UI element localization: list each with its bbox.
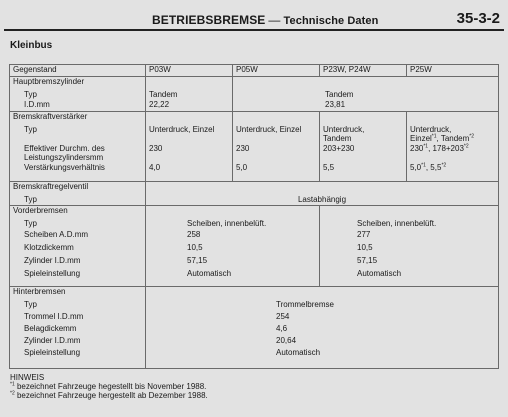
hb-typ-label: Typ [24, 300, 37, 310]
bkv-d-c4b: , 178+203 [428, 143, 464, 153]
page-title [152, 13, 378, 27]
bkv-typ-c1: Unterdruck, Einzel [149, 124, 215, 134]
hb-zy-val: 20,64 [276, 336, 297, 346]
note-mark: *1 [421, 161, 426, 168]
bkv-typ-c3-1: Unterdruck, [323, 124, 365, 134]
brv-value-cell [146, 181, 499, 205]
hb-bd-unit: mm [63, 324, 77, 334]
bkv-title: Bremskraftverstärker [13, 111, 88, 121]
hb-tr-label: Trommel I.D. [24, 312, 70, 322]
vb-typ-b: Scheiben, innenbelüft. [357, 218, 437, 228]
hb-zy-unit: mm [67, 336, 81, 346]
hb-typ-val: Trommelbremse [276, 300, 334, 310]
hb-bd-val: 4,6 [276, 324, 288, 334]
hbz-id-b: 23,81 [325, 99, 346, 109]
hinweis-note [10, 373, 208, 400]
hbz-other-cell [233, 76, 499, 111]
bkv-v-c2: 5,0 [236, 162, 248, 172]
table-row [10, 205, 499, 287]
bkv-v-c4b: , 5,5 [425, 162, 442, 172]
vb-label-cell [10, 205, 146, 287]
brv-typ-label: Typ [24, 194, 37, 204]
vb-zy-unit: mm [67, 255, 81, 265]
table-row [10, 181, 499, 205]
hb-tr-val: 254 [276, 312, 290, 322]
hb-label-cell [10, 287, 146, 369]
bkv-durch-unit: mm [89, 152, 104, 162]
hbz-id-a: 22,22 [149, 99, 170, 109]
header-cell-p05w: P05W [233, 65, 320, 77]
bkv-p25w-cell [407, 111, 499, 181]
bkv-typ-c3-2: Tandem [323, 133, 352, 143]
vb-zy-label: Zylinder I.D. [24, 255, 68, 265]
vb-kl-label: Klotzdicke [24, 242, 61, 252]
note-mark: *1 [10, 381, 15, 388]
hb-sp-val: Automatisch [276, 348, 321, 358]
table-row [10, 287, 499, 369]
bkv-p23w-cell [320, 111, 407, 181]
note-mark: *2 [10, 390, 15, 397]
vb-sp-a: Automatisch [187, 268, 232, 278]
bkv-p03w-cell [146, 111, 233, 181]
hbz-title: Hauptbremszylinder [13, 76, 85, 86]
vb-typ-label: Typ [24, 218, 37, 228]
bkv-d-c4a: 230 [410, 143, 424, 153]
bkv-label-cell [10, 111, 146, 181]
bkv-durch-label-2: Leistungszylinders [24, 152, 90, 162]
vb-typ-a: Scheiben, innenbelüft. [187, 218, 267, 228]
vb-ad-unit: mm [74, 229, 89, 239]
hbz-p03w-cell [146, 76, 233, 111]
bkv-d-c3: 203+230 [323, 143, 355, 153]
bkv-durch-label-1: Effektiver Durchm. des [24, 143, 105, 153]
hb-value-cell [146, 287, 499, 369]
vb-kl-b: 10,5 [357, 242, 373, 252]
note-mark: *2 [463, 142, 469, 149]
brv-label-cell [10, 181, 146, 205]
hbz-typ-label: Typ [24, 89, 37, 99]
table-row [10, 111, 499, 181]
vb-kl-a: 10,5 [187, 242, 203, 252]
header-cell-p03w: P03W [146, 65, 233, 77]
brv-typ-val: Lastabhängig [297, 194, 347, 204]
vb-ad-a: 258 [187, 229, 201, 239]
bkv-typ-c4-2b: , Tandem [436, 133, 470, 143]
vb-zy-a: 57,15 [187, 255, 208, 265]
title-main: BETRIEBSBREMSE [152, 13, 266, 27]
hbz-typ-b: Tandem [325, 89, 354, 99]
note-mark: *2 [441, 161, 447, 168]
table-header-row [10, 65, 499, 77]
note-mark: *2 [469, 132, 475, 139]
bkv-typ-label: Typ [24, 124, 37, 134]
vb-ad-b: 277 [357, 229, 371, 239]
table-row [10, 76, 499, 111]
hb-tr-unit: mm [69, 312, 84, 322]
section-title: Kleinbus [10, 40, 53, 51]
hb-zy-label: Zylinder I.D. [24, 336, 68, 346]
note-1-text: bezeichnet Fahrzeuge hegestellt bis November 1988. [14, 382, 207, 391]
header-cell-p23w: P23W, P24W [320, 65, 407, 77]
spec-table [9, 64, 499, 369]
bkv-verh-label: Verstärkungsverhältnis [24, 162, 105, 172]
header-cell-label: Gegenstand [10, 65, 146, 77]
bkv-typ-c2: Unterdruck, Einzel [236, 124, 302, 134]
vb-front-b-cell [320, 205, 499, 287]
bkv-v-c3: 5,5 [323, 162, 335, 172]
hb-sp-label: Spieleinstellung [24, 348, 81, 358]
bkv-v-c1: 4,0 [149, 162, 161, 172]
page-number: 35-3-2 [456, 10, 500, 27]
vb-front-a-cell [146, 205, 320, 287]
vb-zy-b: 57,15 [357, 255, 378, 265]
note-2-text: bezeichnet Fahrzeuge hergestellt ab Dezember 1988. [14, 391, 208, 400]
bkv-d-c2: 230 [236, 143, 250, 153]
hinweis-title: HINWEIS [10, 373, 45, 382]
note-mark: *1 [423, 142, 429, 149]
vb-sp-b: Automatisch [357, 268, 402, 278]
bkv-p05w-cell [233, 111, 320, 181]
bkv-typ-c4-2a: Einzel [410, 133, 432, 143]
title-subtitle: Technische Daten [283, 15, 379, 27]
vb-sp-label: Spieleinstellung [24, 268, 81, 278]
hbz-id-label: I.D. [24, 99, 37, 109]
header-rule [4, 29, 504, 31]
hb-title: Hinterbremsen [13, 287, 66, 297]
title-dash: — [268, 13, 281, 27]
vb-ad-label: Scheiben A.D. [24, 229, 75, 239]
hbz-label-cell [10, 76, 146, 111]
hbz-typ-a: Tandem [149, 89, 178, 99]
note-mark: *1 [431, 132, 437, 139]
header-cell-p25w: P25W [407, 65, 499, 77]
vb-title: Vorderbremsen [13, 205, 68, 215]
bkv-typ-c4-1: Unterdruck, [410, 124, 452, 134]
bkv-d-c1: 230 [149, 143, 163, 153]
vb-kl-unit: mm [60, 242, 74, 252]
hbz-id-unit: mm [36, 99, 50, 109]
hb-bd-label: Belagdicke [24, 324, 64, 334]
brv-title: Bremskraftregelventil [13, 181, 89, 191]
bkv-v-c4a: 5,0 [410, 162, 422, 172]
